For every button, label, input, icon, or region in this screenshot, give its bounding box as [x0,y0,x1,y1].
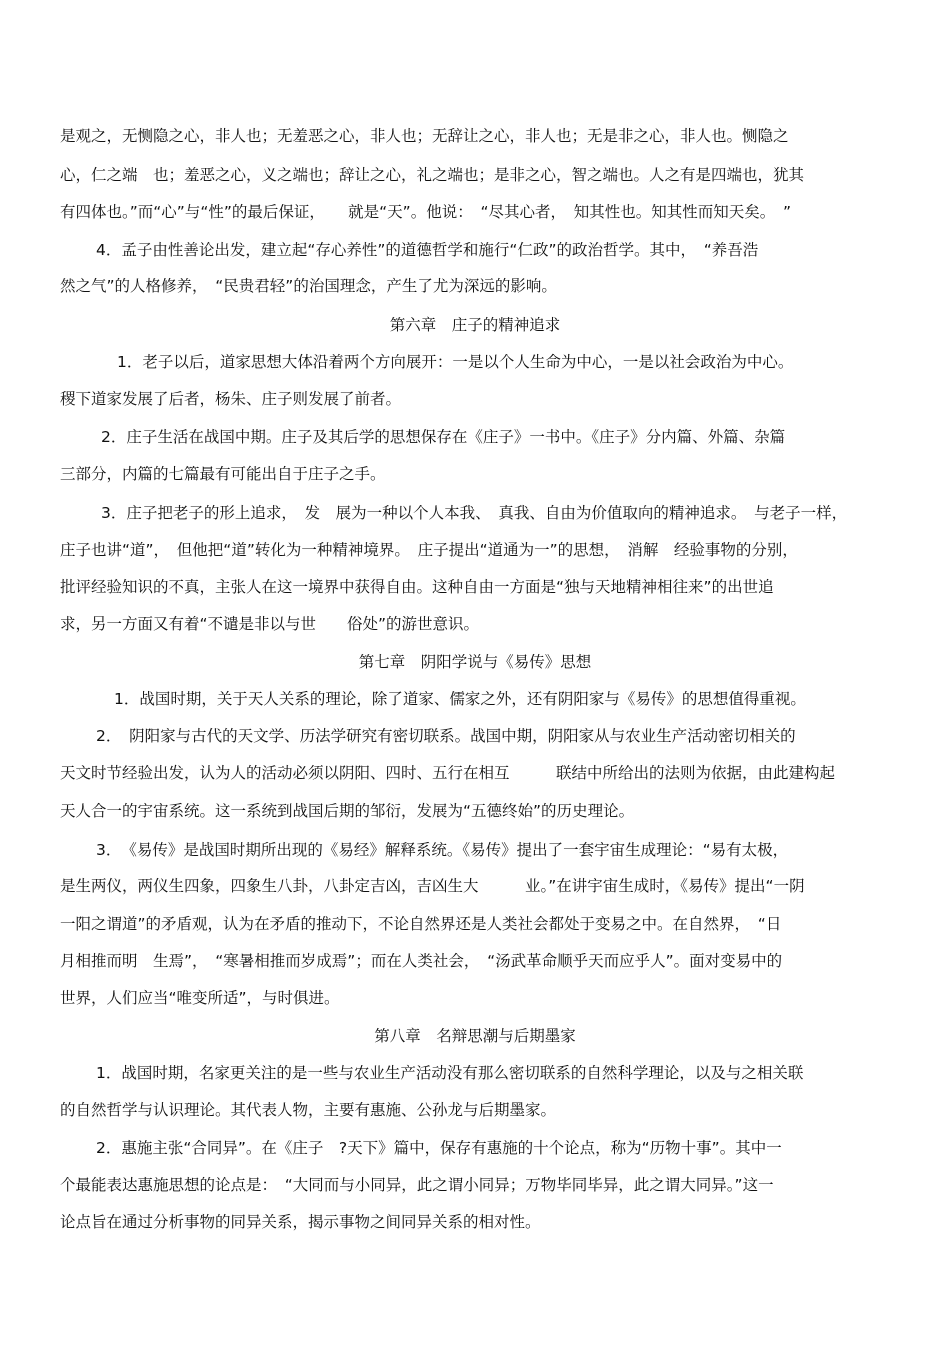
text-line: 的自然哲学与认识理论。其代表人物，主要有惠施、公孙龙与后期墨家。 [60,1101,557,1119]
paragraph-1: 1．战国时期，名家更关注的是一些与农业生产活动没有那么密切联系的自然科学理论，以及与之相关联 [96,1064,804,1082]
chapter-6-heading: 第六章 庄子的精神追求 [389,316,561,334]
paragraph-3: 3．庄子把老子的形上追求， 发 展为一种以个人本我、 真我、自由为价值取向的精神追求。 与老子一样， [101,504,848,522]
text-line: 是观之，无恻隐之心，非人也；无羞恶之心，非人也；无辞让之心，非人也；无是非之心，非人也。恻隐之 [60,127,789,145]
text-line: 然之气”的人格修养， “民贵君轻”的治国理念，产生了尤为深远的影响。 [60,277,557,295]
chapter-7-heading: 第七章 阴阳学说与《易传》思想 [358,653,592,671]
text-line: 世界，人们应当“唯变所适”，与时俱进。 [60,989,340,1007]
chapter-8-heading: 第八章 名辩思潮与后期墨家 [374,1027,576,1045]
paragraph-4: 4．孟子由性善论出发，建立起“存心养性”的道德哲学和施行“仁政”的政治哲学。其中， “养吾浩 [96,241,759,259]
text-line: 是生两仪，两仪生四象，四象生八卦，八卦定吉凶，吉凶生大 业。”在讲宇宙生成时，《易传》提出“一阴 [60,877,805,895]
paragraph-2: 2． 阴阳家与古代的天文学、历法学研究有密切联系。战国中期，阴阳家从与农业生产活动密切相关的 [96,727,796,745]
paragraph-3: 3． 《易传》是战国时期所出现的《易经》解释系统。《易传》提出了一套宇宙生成理论：“易有太极， [96,841,789,859]
paragraph-1: 1．战国时期，关于天人关系的理论，除了道家、儒家之外，还有阴阳家与《易传》的思想值得重视。 [114,690,806,708]
text-line: 天文时节经验出发，认为人的活动必须以阴阳、四时、五行在相互 联结中所给出的法则为依据，由此建构起 [60,764,836,782]
text-line: 论点旨在通过分析事物的同异关系，揭示事物之间同异关系的相对性。 [60,1213,541,1231]
text-line: 心，仁之端 也；羞恶之心，义之端也；辞让之心，礼之端也；是非之心，智之端也。人之有是四端也，犹其 [60,166,805,184]
text-line: 有四体也。”而“心”与“性”的最后保证， 就是“天”。他说： “尽其心者， 知其性也。知其性而知天矣。 ” [60,203,792,221]
text-line: 一阳之谓道”的矛盾观，认为在矛盾的推动下，不论自然界还是人类社会都处于变易之中。在自然界， “日 [60,915,782,933]
text-line: 求，另一方面又有着“不谴是非以与世 俗处”的游世意识。 [60,615,480,633]
text-line: 个最能表达惠施思想的论点是： “大同而与小同异，此之谓小同异；万物毕同毕异，此之谓大同异。”这一 [60,1176,774,1194]
paragraph-2: 2．惠施主张“合同异”。在《庄子 ?天下》篇中，保存有惠施的十个论点，称为“历物十事”。其中一 [96,1139,782,1157]
text-line: 三部分，内篇的七篇最有可能出自于庄子之手。 [60,465,386,483]
text-line: 月相推而明 生焉”， “寒暑相推而岁成焉”；而在人类社会， “汤武革命顺乎天而应乎人”。面对变易中的 [60,952,783,970]
text-line: 稷下道家发展了后者，杨朱、庄子则发展了前者。 [60,390,402,408]
text-line: 天人合一的宇宙系统。这一系统到战国后期的邹衍，发展为“五德终始”的历史理论。 [60,802,635,820]
paragraph-1: 1．老子以后，道家思想大体沿着两个方向展开：一是以个人生命为中心，一是以社会政治为中心。 [117,353,794,371]
paragraph-2: 2．庄子生活在战国中期。庄子及其后学的思想保存在《庄子》一书中。《庄子》分内篇、外篇、杂篇 [101,428,786,446]
text-line: 庄子也讲“道”， 但他把“道”转化为一种精神境界。 庄子提出“道通为一”的思想， 消解 经验事物的分别， [60,541,798,559]
text-line: 批评经验知识的不真，主张人在这一境界中获得自由。这种自由一方面是“独与天地精神相往来”的出世追 [60,578,774,596]
